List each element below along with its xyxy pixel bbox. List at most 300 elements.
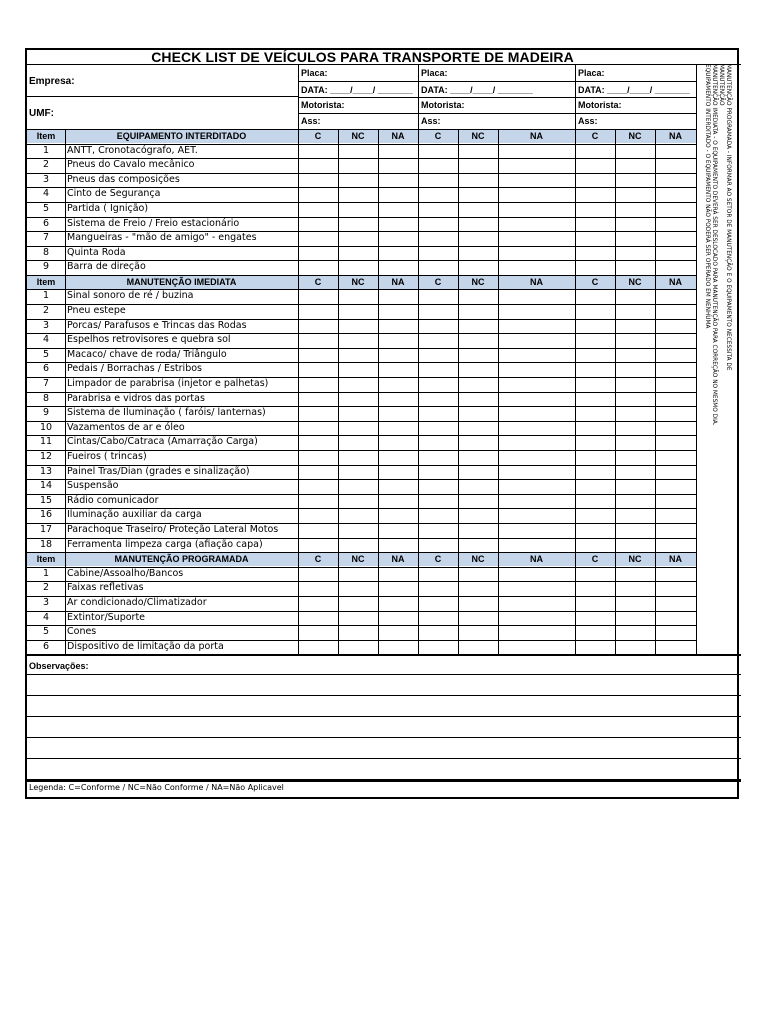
check-cell[interactable] bbox=[419, 377, 458, 392]
check-cell[interactable] bbox=[379, 304, 418, 319]
check-cell[interactable] bbox=[459, 523, 498, 538]
check-cell[interactable] bbox=[419, 538, 458, 553]
check-cell[interactable] bbox=[299, 362, 338, 377]
check-cell[interactable] bbox=[299, 173, 338, 188]
check-cell[interactable] bbox=[419, 289, 458, 304]
check-cell[interactable] bbox=[419, 406, 458, 421]
check-cell[interactable] bbox=[379, 538, 418, 553]
check-cell[interactable] bbox=[339, 625, 378, 640]
check-cell[interactable] bbox=[459, 596, 498, 611]
check-cell[interactable] bbox=[419, 421, 458, 436]
check-cell[interactable] bbox=[419, 450, 458, 465]
check-cell[interactable] bbox=[576, 581, 615, 596]
check-cell[interactable] bbox=[459, 319, 498, 334]
check-cell[interactable] bbox=[299, 406, 338, 421]
check-cell[interactable] bbox=[576, 435, 615, 450]
check-cell[interactable] bbox=[656, 217, 696, 232]
data-field-1[interactable]: DATA: ____/____/ _______ bbox=[301, 85, 413, 95]
check-cell[interactable] bbox=[656, 333, 696, 348]
check-cell[interactable] bbox=[616, 435, 655, 450]
check-cell[interactable] bbox=[459, 304, 498, 319]
check-cell[interactable] bbox=[299, 450, 338, 465]
check-cell[interactable] bbox=[499, 479, 575, 494]
check-cell[interactable] bbox=[656, 421, 696, 436]
check-cell[interactable] bbox=[339, 479, 378, 494]
check-cell[interactable] bbox=[616, 479, 655, 494]
check-cell[interactable] bbox=[576, 144, 615, 159]
check-cell[interactable] bbox=[616, 246, 655, 261]
check-cell[interactable] bbox=[656, 173, 696, 188]
check-cell[interactable] bbox=[616, 465, 655, 480]
check-cell[interactable] bbox=[379, 260, 418, 275]
check-cell[interactable] bbox=[379, 187, 418, 202]
check-cell[interactable] bbox=[616, 173, 655, 188]
check-cell[interactable] bbox=[616, 596, 655, 611]
check-cell[interactable] bbox=[576, 450, 615, 465]
check-cell[interactable] bbox=[576, 596, 615, 611]
check-cell[interactable] bbox=[576, 173, 615, 188]
check-cell[interactable] bbox=[419, 260, 458, 275]
check-cell[interactable] bbox=[459, 421, 498, 436]
check-cell[interactable] bbox=[656, 377, 696, 392]
check-cell[interactable] bbox=[419, 231, 458, 246]
check-cell[interactable] bbox=[339, 319, 378, 334]
check-cell[interactable] bbox=[616, 377, 655, 392]
check-cell[interactable] bbox=[459, 231, 498, 246]
check-cell[interactable] bbox=[459, 348, 498, 363]
check-cell[interactable] bbox=[339, 231, 378, 246]
check-cell[interactable] bbox=[459, 479, 498, 494]
check-cell[interactable] bbox=[339, 144, 378, 159]
check-cell[interactable] bbox=[499, 421, 575, 436]
check-cell[interactable] bbox=[459, 508, 498, 523]
check-cell[interactable] bbox=[576, 304, 615, 319]
check-cell[interactable] bbox=[616, 231, 655, 246]
check-cell[interactable] bbox=[339, 596, 378, 611]
check-cell[interactable] bbox=[379, 611, 418, 626]
check-cell[interactable] bbox=[576, 567, 615, 582]
check-cell[interactable] bbox=[656, 435, 696, 450]
check-cell[interactable] bbox=[656, 508, 696, 523]
check-cell[interactable] bbox=[459, 640, 498, 655]
check-cell[interactable] bbox=[656, 450, 696, 465]
check-cell[interactable] bbox=[576, 362, 615, 377]
check-cell[interactable] bbox=[499, 377, 575, 392]
check-cell[interactable] bbox=[379, 333, 418, 348]
check-cell[interactable] bbox=[616, 348, 655, 363]
check-cell[interactable] bbox=[339, 392, 378, 407]
check-cell[interactable] bbox=[339, 304, 378, 319]
check-cell[interactable] bbox=[459, 494, 498, 509]
check-cell[interactable] bbox=[379, 392, 418, 407]
check-cell[interactable] bbox=[499, 348, 575, 363]
check-cell[interactable] bbox=[379, 450, 418, 465]
check-cell[interactable] bbox=[339, 377, 378, 392]
check-cell[interactable] bbox=[299, 611, 338, 626]
check-cell[interactable] bbox=[379, 523, 418, 538]
check-cell[interactable] bbox=[299, 202, 338, 217]
check-cell[interactable] bbox=[616, 202, 655, 217]
check-cell[interactable] bbox=[656, 465, 696, 480]
check-cell[interactable] bbox=[419, 494, 458, 509]
check-cell[interactable] bbox=[339, 640, 378, 655]
check-cell[interactable] bbox=[299, 465, 338, 480]
check-cell[interactable] bbox=[379, 435, 418, 450]
check-cell[interactable] bbox=[616, 158, 655, 173]
check-cell[interactable] bbox=[459, 567, 498, 582]
check-cell[interactable] bbox=[419, 508, 458, 523]
check-cell[interactable] bbox=[299, 319, 338, 334]
check-cell[interactable] bbox=[576, 508, 615, 523]
check-cell[interactable] bbox=[576, 392, 615, 407]
check-cell[interactable] bbox=[576, 333, 615, 348]
check-cell[interactable] bbox=[299, 289, 338, 304]
check-cell[interactable] bbox=[419, 392, 458, 407]
check-cell[interactable] bbox=[459, 187, 498, 202]
check-cell[interactable] bbox=[656, 260, 696, 275]
check-cell[interactable] bbox=[576, 406, 615, 421]
check-cell[interactable] bbox=[459, 538, 498, 553]
check-cell[interactable] bbox=[419, 144, 458, 159]
check-cell[interactable] bbox=[499, 173, 575, 188]
check-cell[interactable] bbox=[459, 144, 498, 159]
check-cell[interactable] bbox=[499, 450, 575, 465]
check-cell[interactable] bbox=[499, 508, 575, 523]
check-cell[interactable] bbox=[379, 144, 418, 159]
check-cell[interactable] bbox=[379, 289, 418, 304]
check-cell[interactable] bbox=[656, 479, 696, 494]
check-cell[interactable] bbox=[616, 362, 655, 377]
check-cell[interactable] bbox=[419, 611, 458, 626]
check-cell[interactable] bbox=[379, 246, 418, 261]
check-cell[interactable] bbox=[459, 406, 498, 421]
check-cell[interactable] bbox=[299, 538, 338, 553]
check-cell[interactable] bbox=[339, 202, 378, 217]
check-cell[interactable] bbox=[419, 640, 458, 655]
check-cell[interactable] bbox=[499, 465, 575, 480]
check-cell[interactable] bbox=[656, 611, 696, 626]
check-cell[interactable] bbox=[656, 392, 696, 407]
check-cell[interactable] bbox=[339, 333, 378, 348]
check-cell[interactable] bbox=[656, 640, 696, 655]
check-cell[interactable] bbox=[339, 508, 378, 523]
check-cell[interactable] bbox=[459, 435, 498, 450]
check-cell[interactable] bbox=[499, 596, 575, 611]
check-cell[interactable] bbox=[499, 538, 575, 553]
check-cell[interactable] bbox=[459, 450, 498, 465]
check-cell[interactable] bbox=[459, 392, 498, 407]
check-cell[interactable] bbox=[576, 246, 615, 261]
check-cell[interactable] bbox=[339, 494, 378, 509]
check-cell[interactable] bbox=[299, 567, 338, 582]
check-cell[interactable] bbox=[299, 304, 338, 319]
check-cell[interactable] bbox=[656, 319, 696, 334]
check-cell[interactable] bbox=[616, 392, 655, 407]
check-cell[interactable] bbox=[499, 202, 575, 217]
check-cell[interactable] bbox=[299, 144, 338, 159]
check-cell[interactable] bbox=[656, 538, 696, 553]
check-cell[interactable] bbox=[299, 581, 338, 596]
check-cell[interactable] bbox=[379, 406, 418, 421]
check-cell[interactable] bbox=[299, 508, 338, 523]
check-cell[interactable] bbox=[299, 494, 338, 509]
check-cell[interactable] bbox=[379, 377, 418, 392]
check-cell[interactable] bbox=[656, 187, 696, 202]
check-cell[interactable] bbox=[576, 187, 615, 202]
check-cell[interactable] bbox=[459, 377, 498, 392]
check-cell[interactable] bbox=[616, 523, 655, 538]
check-cell[interactable] bbox=[459, 217, 498, 232]
check-cell[interactable] bbox=[656, 523, 696, 538]
check-cell[interactable] bbox=[576, 625, 615, 640]
check-cell[interactable] bbox=[656, 304, 696, 319]
check-cell[interactable] bbox=[499, 304, 575, 319]
check-cell[interactable] bbox=[576, 611, 615, 626]
check-cell[interactable] bbox=[576, 158, 615, 173]
check-cell[interactable] bbox=[499, 260, 575, 275]
check-cell[interactable] bbox=[299, 217, 338, 232]
check-cell[interactable] bbox=[379, 348, 418, 363]
check-cell[interactable] bbox=[499, 523, 575, 538]
check-cell[interactable] bbox=[459, 158, 498, 173]
check-cell[interactable] bbox=[379, 581, 418, 596]
check-cell[interactable] bbox=[499, 362, 575, 377]
check-cell[interactable] bbox=[616, 494, 655, 509]
data-field-2[interactable]: DATA: ____/____/ _______ bbox=[421, 85, 533, 95]
check-cell[interactable] bbox=[459, 581, 498, 596]
check-cell[interactable] bbox=[616, 406, 655, 421]
check-cell[interactable] bbox=[576, 319, 615, 334]
check-cell[interactable] bbox=[419, 479, 458, 494]
check-cell[interactable] bbox=[616, 319, 655, 334]
check-cell[interactable] bbox=[419, 333, 458, 348]
check-cell[interactable] bbox=[379, 362, 418, 377]
check-cell[interactable] bbox=[379, 173, 418, 188]
check-cell[interactable] bbox=[576, 479, 615, 494]
check-cell[interactable] bbox=[499, 289, 575, 304]
check-cell[interactable] bbox=[616, 508, 655, 523]
check-cell[interactable] bbox=[459, 465, 498, 480]
check-cell[interactable] bbox=[339, 158, 378, 173]
check-cell[interactable] bbox=[339, 362, 378, 377]
check-cell[interactable] bbox=[339, 611, 378, 626]
check-cell[interactable] bbox=[459, 173, 498, 188]
check-cell[interactable] bbox=[576, 217, 615, 232]
check-cell[interactable] bbox=[339, 567, 378, 582]
check-cell[interactable] bbox=[419, 435, 458, 450]
check-cell[interactable] bbox=[339, 538, 378, 553]
check-cell[interactable] bbox=[499, 246, 575, 261]
check-cell[interactable] bbox=[299, 377, 338, 392]
check-cell[interactable] bbox=[419, 304, 458, 319]
check-cell[interactable] bbox=[379, 465, 418, 480]
check-cell[interactable] bbox=[339, 523, 378, 538]
check-cell[interactable] bbox=[576, 465, 615, 480]
check-cell[interactable] bbox=[299, 246, 338, 261]
check-cell[interactable] bbox=[576, 377, 615, 392]
check-cell[interactable] bbox=[419, 581, 458, 596]
check-cell[interactable] bbox=[576, 538, 615, 553]
check-cell[interactable] bbox=[499, 406, 575, 421]
check-cell[interactable] bbox=[299, 625, 338, 640]
check-cell[interactable] bbox=[339, 581, 378, 596]
check-cell[interactable] bbox=[656, 246, 696, 261]
check-cell[interactable] bbox=[299, 596, 338, 611]
check-cell[interactable] bbox=[576, 231, 615, 246]
check-cell[interactable] bbox=[299, 640, 338, 655]
check-cell[interactable] bbox=[576, 640, 615, 655]
check-cell[interactable] bbox=[299, 158, 338, 173]
check-cell[interactable] bbox=[459, 289, 498, 304]
check-cell[interactable] bbox=[499, 187, 575, 202]
check-cell[interactable] bbox=[616, 187, 655, 202]
check-cell[interactable] bbox=[379, 596, 418, 611]
check-cell[interactable] bbox=[656, 406, 696, 421]
check-cell[interactable] bbox=[379, 231, 418, 246]
check-cell[interactable] bbox=[299, 333, 338, 348]
check-cell[interactable] bbox=[419, 217, 458, 232]
check-cell[interactable] bbox=[656, 231, 696, 246]
check-cell[interactable] bbox=[499, 319, 575, 334]
check-cell[interactable] bbox=[616, 217, 655, 232]
check-cell[interactable] bbox=[419, 362, 458, 377]
check-cell[interactable] bbox=[419, 465, 458, 480]
check-cell[interactable] bbox=[419, 173, 458, 188]
check-cell[interactable] bbox=[419, 246, 458, 261]
check-cell[interactable] bbox=[459, 625, 498, 640]
check-cell[interactable] bbox=[459, 202, 498, 217]
check-cell[interactable] bbox=[616, 581, 655, 596]
check-cell[interactable] bbox=[656, 289, 696, 304]
check-cell[interactable] bbox=[656, 158, 696, 173]
check-cell[interactable] bbox=[616, 567, 655, 582]
check-cell[interactable] bbox=[499, 567, 575, 582]
check-cell[interactable] bbox=[616, 289, 655, 304]
check-cell[interactable] bbox=[339, 187, 378, 202]
check-cell[interactable] bbox=[459, 333, 498, 348]
check-cell[interactable] bbox=[379, 319, 418, 334]
check-cell[interactable] bbox=[459, 362, 498, 377]
check-cell[interactable] bbox=[576, 421, 615, 436]
check-cell[interactable] bbox=[576, 260, 615, 275]
check-cell[interactable] bbox=[299, 523, 338, 538]
check-cell[interactable] bbox=[339, 465, 378, 480]
check-cell[interactable] bbox=[299, 231, 338, 246]
check-cell[interactable] bbox=[576, 523, 615, 538]
check-cell[interactable] bbox=[499, 144, 575, 159]
check-cell[interactable] bbox=[339, 406, 378, 421]
check-cell[interactable] bbox=[419, 567, 458, 582]
check-cell[interactable] bbox=[419, 319, 458, 334]
check-cell[interactable] bbox=[419, 187, 458, 202]
check-cell[interactable] bbox=[499, 392, 575, 407]
check-cell[interactable] bbox=[419, 596, 458, 611]
check-cell[interactable] bbox=[499, 625, 575, 640]
check-cell[interactable] bbox=[616, 611, 655, 626]
check-cell[interactable] bbox=[419, 625, 458, 640]
check-cell[interactable] bbox=[419, 523, 458, 538]
check-cell[interactable] bbox=[499, 581, 575, 596]
check-cell[interactable] bbox=[379, 217, 418, 232]
data-field-3[interactable]: DATA: ____/____/ _______ bbox=[578, 85, 690, 95]
check-cell[interactable] bbox=[499, 611, 575, 626]
check-cell[interactable] bbox=[499, 158, 575, 173]
check-cell[interactable] bbox=[379, 567, 418, 582]
check-cell[interactable] bbox=[299, 421, 338, 436]
check-cell[interactable] bbox=[576, 289, 615, 304]
check-cell[interactable] bbox=[499, 640, 575, 655]
check-cell[interactable] bbox=[339, 260, 378, 275]
check-cell[interactable] bbox=[299, 348, 338, 363]
check-cell[interactable] bbox=[339, 348, 378, 363]
check-cell[interactable] bbox=[299, 260, 338, 275]
check-cell[interactable] bbox=[379, 158, 418, 173]
check-cell[interactable] bbox=[339, 173, 378, 188]
check-cell[interactable] bbox=[616, 450, 655, 465]
check-cell[interactable] bbox=[459, 246, 498, 261]
check-cell[interactable] bbox=[459, 260, 498, 275]
check-cell[interactable] bbox=[339, 421, 378, 436]
check-cell[interactable] bbox=[379, 202, 418, 217]
check-cell[interactable] bbox=[656, 596, 696, 611]
check-cell[interactable] bbox=[656, 362, 696, 377]
check-cell[interactable] bbox=[299, 479, 338, 494]
check-cell[interactable] bbox=[616, 625, 655, 640]
check-cell[interactable] bbox=[656, 567, 696, 582]
check-cell[interactable] bbox=[379, 640, 418, 655]
check-cell[interactable] bbox=[616, 260, 655, 275]
check-cell[interactable] bbox=[339, 246, 378, 261]
check-cell[interactable] bbox=[576, 494, 615, 509]
check-cell[interactable] bbox=[576, 202, 615, 217]
check-cell[interactable] bbox=[499, 333, 575, 348]
check-cell[interactable] bbox=[379, 508, 418, 523]
check-cell[interactable] bbox=[616, 421, 655, 436]
check-cell[interactable] bbox=[656, 144, 696, 159]
check-cell[interactable] bbox=[656, 494, 696, 509]
check-cell[interactable] bbox=[339, 450, 378, 465]
check-cell[interactable] bbox=[379, 494, 418, 509]
check-cell[interactable] bbox=[459, 611, 498, 626]
check-cell[interactable] bbox=[616, 640, 655, 655]
check-cell[interactable] bbox=[339, 435, 378, 450]
check-cell[interactable] bbox=[656, 625, 696, 640]
check-cell[interactable] bbox=[499, 231, 575, 246]
check-cell[interactable] bbox=[616, 538, 655, 553]
check-cell[interactable] bbox=[379, 479, 418, 494]
check-cell[interactable] bbox=[299, 435, 338, 450]
check-cell[interactable] bbox=[656, 581, 696, 596]
check-cell[interactable] bbox=[576, 348, 615, 363]
check-cell[interactable] bbox=[339, 217, 378, 232]
check-cell[interactable] bbox=[299, 187, 338, 202]
check-cell[interactable] bbox=[616, 144, 655, 159]
check-cell[interactable] bbox=[379, 421, 418, 436]
check-cell[interactable] bbox=[656, 348, 696, 363]
check-cell[interactable] bbox=[499, 217, 575, 232]
check-cell[interactable] bbox=[656, 202, 696, 217]
check-cell[interactable] bbox=[379, 625, 418, 640]
check-cell[interactable] bbox=[299, 392, 338, 407]
check-cell[interactable] bbox=[419, 158, 458, 173]
check-cell[interactable] bbox=[499, 435, 575, 450]
check-cell[interactable] bbox=[616, 333, 655, 348]
check-cell[interactable] bbox=[616, 304, 655, 319]
check-cell[interactable] bbox=[419, 348, 458, 363]
check-cell[interactable] bbox=[499, 494, 575, 509]
check-cell[interactable] bbox=[339, 289, 378, 304]
check-cell[interactable] bbox=[419, 202, 458, 217]
